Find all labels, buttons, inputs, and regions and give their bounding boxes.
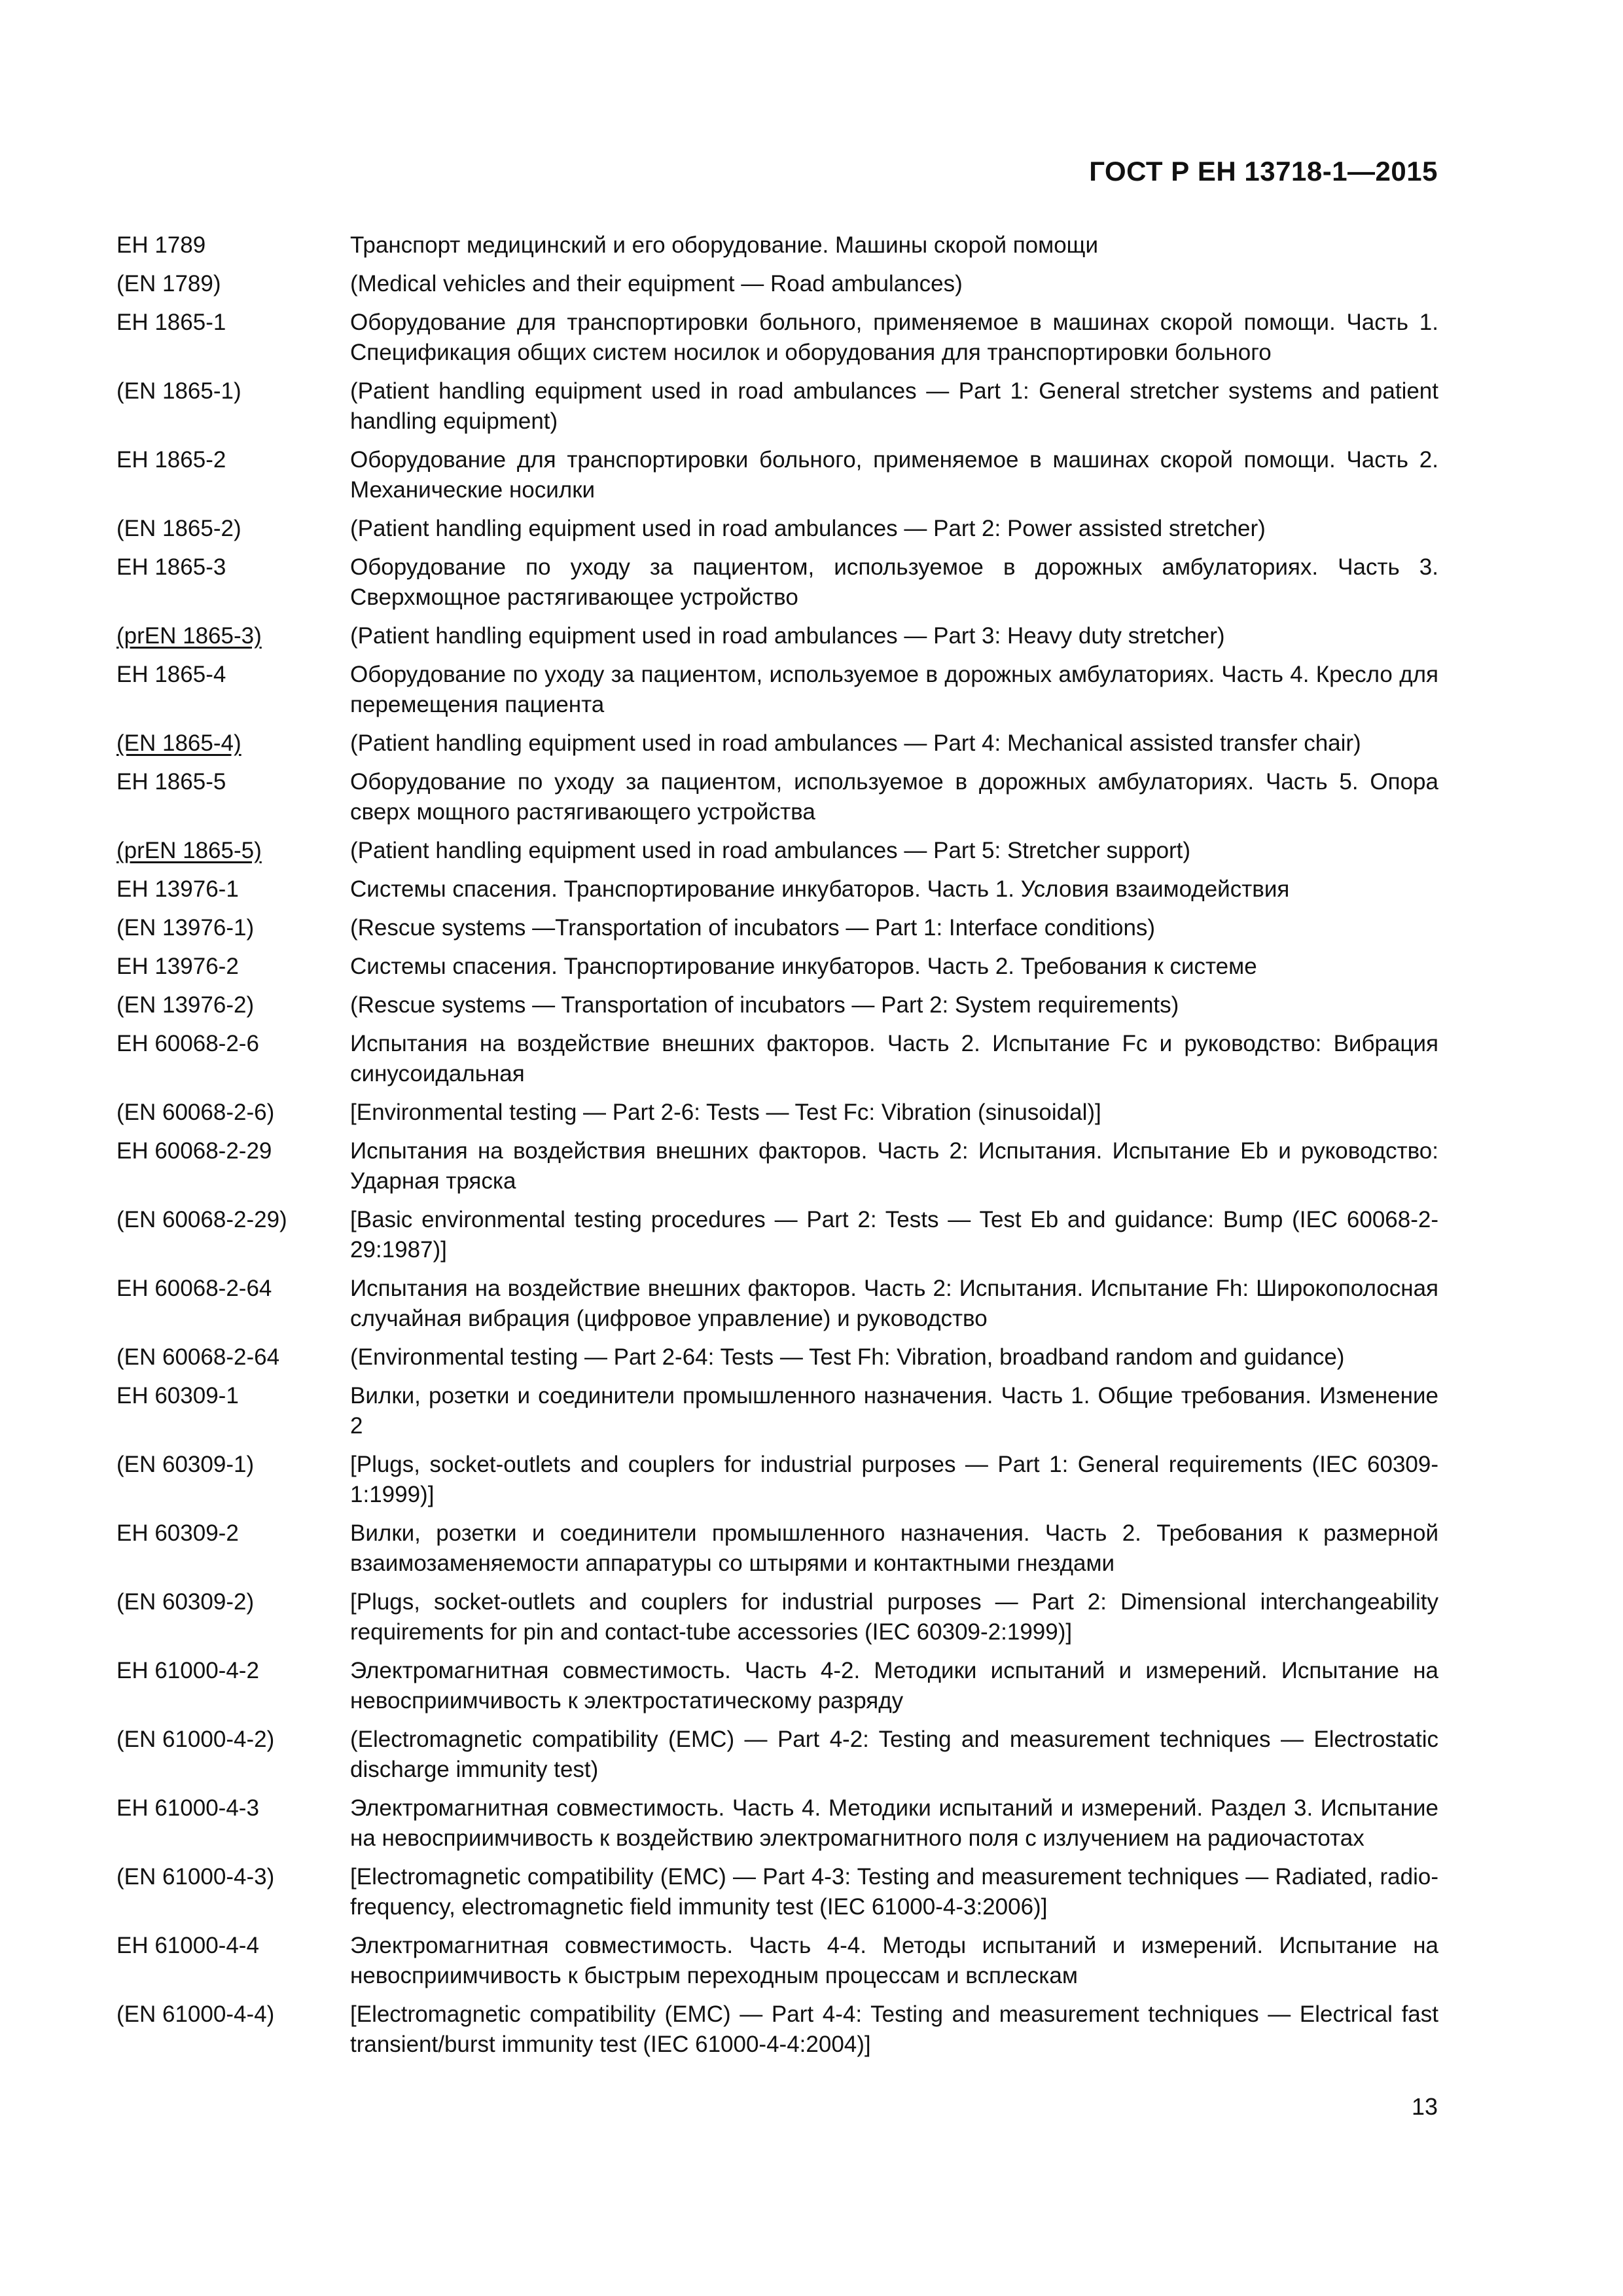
reference-title: Вилки, розетки и соединители промышленного назначения. Часть 2. Требования к размерной взаимозаменяемости аппаратуры со штырями и контактными гнездами [350, 1520, 1438, 1576]
reference-code: (EN 1865-1) [116, 378, 241, 404]
reference-row [116, 728, 1438, 759]
reference-code: (EN 61000-4-4) [116, 2001, 275, 2027]
reference-title: Вилки, розетки и соединители промышленного назначения. Часть 1. Общие требования. Изменение 2 [350, 1383, 1438, 1439]
reference-title: (Environmental testing — Part 2-64: Tests — Test Fh: Vibration, broadband random and guidance) [350, 1344, 1345, 1370]
reference-title: Системы спасения. Транспортирование инкубаторов. Часть 2. Требования к системе [350, 954, 1257, 979]
reference-row [116, 269, 1438, 299]
reference-code: (EN 60068-2-6) [116, 1100, 275, 1125]
reference-title: (Patient handling equipment used in road ambulances — Part 1: General stretcher systems and patient handling equipment) [350, 378, 1438, 434]
reference-row [116, 308, 1438, 368]
reference-title: (Patient handling equipment used in road ambulances — Part 5: Stretcher support) [350, 838, 1191, 863]
reference-code-link[interactable]: (prEN 1865-5) [116, 838, 262, 863]
reference-row [116, 621, 1438, 651]
reference-title: (Patient handling equipment used in road ambulances — Part 2: Power assisted stretcher) [350, 516, 1266, 541]
reference-row [116, 1450, 1438, 1510]
reference-title: Оборудование по уходу за пациентом, используемое в дорожных амбулаториях. Часть 5. Опора сверх мощного растягивающего устройства [350, 769, 1438, 825]
reference-title: [Environmental testing — Part 2-6: Tests — Test Fc: Vibration (sinusoidal)] [350, 1100, 1101, 1125]
reference-title: Электромагнитная совместимость. Часть 4-2. Методики испытаний и измерений. Испытание на невосприимчивость к электростатическому разряду [350, 1658, 1438, 1713]
reference-title: Испытания на воздействия внешних факторов. Часть 2: Испытания. Испытание Eb и руководство: Ударная тряска [350, 1138, 1438, 1194]
reference-row [116, 445, 1438, 505]
reference-code: ЕН 13976-2 [116, 954, 239, 979]
reference-row [116, 230, 1438, 260]
reference-title: Оборудование по уходу за пациентом, используемое в дорожных амбулаториях. Часть 4. Кресло для перемещения пациента [350, 662, 1438, 717]
reference-row [116, 1205, 1438, 1265]
reference-title: Электромагнитная совместимость. Часть 4-4. Методы испытаний и измерений. Испытание на невосприимчивость к быстрым переходным процессам и всплескам [350, 1933, 1438, 1988]
reference-code: (EN 60309-1) [116, 1452, 255, 1477]
reference-title: (Medical vehicles and their equipment — Road ambulances) [350, 271, 963, 296]
reference-row [116, 1518, 1438, 1579]
reference-code: ЕН 60068-2-6 [116, 1031, 259, 1056]
reference-row [116, 1931, 1438, 1991]
reference-title: [Basic environmental testing procedures — Part 2: Tests — Test Eb and guidance: Bump (IEC 60068-2-29:1987)] [350, 1207, 1438, 1263]
reference-title: Оборудование для транспортировки больного, применяемое в машинах скорой помощи. Часть 2. Механические носилки [350, 447, 1438, 503]
reference-row [116, 1587, 1438, 1647]
reference-code: (EN 60309-2) [116, 1589, 255, 1615]
reference-row [116, 1342, 1438, 1372]
reference-row [116, 1098, 1438, 1128]
reference-code: ЕН 60309-2 [116, 1520, 239, 1546]
reference-code: (EN 1865-2) [116, 516, 241, 541]
reference-code: ЕН 60068-2-29 [116, 1138, 272, 1164]
reference-code: ЕН 1865-4 [116, 662, 226, 687]
reference-code-link[interactable]: (prEN 1865-3) [116, 623, 262, 649]
reference-row [116, 767, 1438, 827]
reference-code: ЕН 61000-4-2 [116, 1658, 259, 1683]
reference-row [116, 952, 1438, 982]
reference-code: (EN 60068-2-29) [116, 1207, 287, 1232]
reference-title: (Rescue systems —Transportation of incubators — Part 1: Interface conditions) [350, 915, 1156, 941]
reference-code: ЕН 61000-4-4 [116, 1933, 259, 1958]
reference-code: (EN 1789) [116, 271, 221, 296]
reference-code: ЕН 1789 [116, 232, 206, 258]
reference-code: (EN 13976-2) [116, 992, 255, 1018]
reference-code: ЕН 1865-1 [116, 310, 226, 335]
page-number: 13 [1411, 2093, 1438, 2120]
reference-code: ЕН 1865-3 [116, 554, 226, 580]
reference-title: [Plugs, socket-outlets and couplers for industrial purposes — Part 2: Dimensional interchangeability requirements for pin and contact-tube accessories (IEC 60309-2:1999)] [350, 1589, 1438, 1645]
reference-row [116, 2000, 1438, 2060]
document-header: ГОСТ Р ЕН 13718-1—2015 [1089, 156, 1438, 187]
reference-row [116, 1136, 1438, 1196]
reference-title: Электромагнитная совместимость. Часть 4. Методики испытаний и измерений. Раздел 3. Испытание на невосприимчивость к воздействию электромагнитного поля с излучением на радиочастотах [350, 1795, 1438, 1851]
reference-title: [Electromagnetic compatibility (EMC) — Part 4-4: Testing and measurement techniques — Electrical fast transient/burst immunity test (IEC 61000-4-4:2004)] [350, 2001, 1438, 2057]
reference-row [116, 1656, 1438, 1716]
reference-code: ЕН 1865-5 [116, 769, 226, 795]
reference-code: ЕН 13976-1 [116, 876, 239, 902]
reference-row [116, 376, 1438, 437]
reference-title: [Plugs, socket-outlets and couplers for industrial purposes — Part 1: General requirements (IEC 60309-1:1999)] [350, 1452, 1438, 1507]
reference-code: ЕН 60309-1 [116, 1383, 239, 1408]
reference-row [116, 1029, 1438, 1089]
reference-code: (EN 13976-1) [116, 915, 255, 941]
reference-code: ЕН 61000-4-3 [116, 1795, 259, 1821]
reference-title: Оборудование по уходу за пациентом, используемое в дорожных амбулаториях. Часть 3. Сверхмощное растягивающее устройство [350, 554, 1438, 610]
reference-title: (Rescue systems — Transportation of incubators — Part 2: System requirements) [350, 992, 1179, 1018]
reference-row [116, 1381, 1438, 1441]
reference-row [116, 990, 1438, 1020]
reference-title: [Electromagnetic compatibility (EMC) — Part 4-3: Testing and measurement techniques — Radiated, radio-frequency, electromagnetic field immunity test (IEC 61000-4-3:2006)] [350, 1864, 1438, 1920]
reference-title: Испытания на воздействие внешних факторов. Часть 2: Испытания. Испытание Fh: Широкополосная случайная вибрация (цифровое управление) и руководство [350, 1276, 1438, 1331]
reference-title: (Patient handling equipment used in road ambulances — Part 4: Mechanical assisted transfer chair) [350, 730, 1361, 756]
reference-row [116, 1274, 1438, 1334]
reference-code: ЕН 60068-2-64 [116, 1276, 272, 1301]
reference-code: (EN 61000-4-3) [116, 1864, 275, 1890]
reference-list [116, 230, 1438, 2068]
reference-title: (Patient handling equipment used in road ambulances — Part 3: Heavy duty stretcher) [350, 623, 1225, 649]
reference-row [116, 874, 1438, 905]
reference-code: (EN 61000-4-2) [116, 1727, 275, 1752]
reference-row [116, 913, 1438, 943]
reference-title: Оборудование для транспортировки больного, применяемое в машинах скорой помощи. Часть 1. Спецификация общих систем носилок и оборудования для транспортировки больного [350, 310, 1438, 365]
reference-row [116, 836, 1438, 866]
reference-title: Испытания на воздействие внешних факторов. Часть 2. Испытание Fc и руководство: Вибрация синусоидальная [350, 1031, 1438, 1086]
reference-row [116, 1793, 1438, 1854]
reference-code: (EN 60068-2-64 [116, 1344, 280, 1370]
reference-title: (Electromagnetic compatibility (EMC) — Part 4-2: Testing and measurement techniques — Electrostatic discharge immunity test) [350, 1727, 1438, 1782]
reference-title: Транспорт медицинский и его оборудование. Машины скорой помощи [350, 232, 1099, 258]
reference-row [116, 514, 1438, 544]
reference-row [116, 552, 1438, 613]
reference-title: Системы спасения. Транспортирование инкубаторов. Часть 1. Условия взаимодействия [350, 876, 1290, 902]
reference-row [116, 1725, 1438, 1785]
reference-row [116, 1862, 1438, 1922]
reference-row [116, 660, 1438, 720]
reference-code-link[interactable]: (EN 1865-4) [116, 730, 241, 756]
reference-code: ЕН 1865-2 [116, 447, 226, 473]
